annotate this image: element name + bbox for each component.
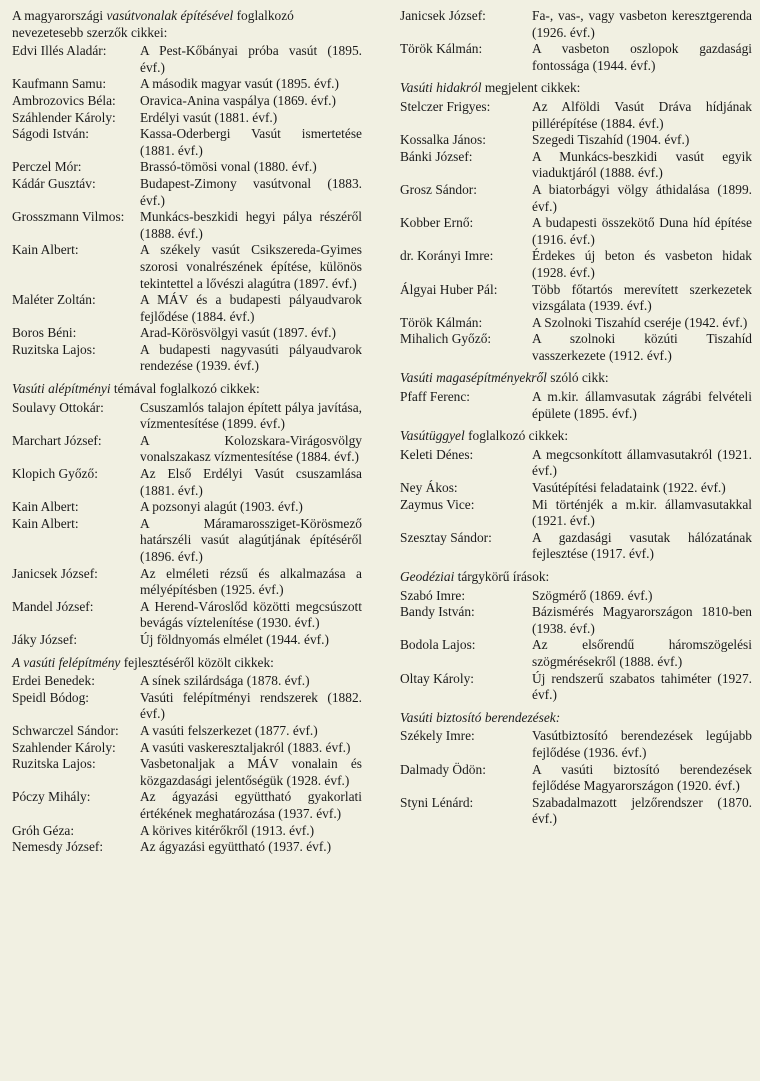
bibliography-entry bbox=[400, 282, 752, 315]
section-heading-topic: Geodéziai bbox=[400, 569, 455, 584]
author-name: Székely Imre: bbox=[400, 728, 475, 744]
author-name: Álgyai Huber Pál: bbox=[400, 281, 498, 297]
section-heading-text: fejlesztéséről közölt cikkek: bbox=[120, 654, 274, 670]
article-title: A budapesti nagyvasúti pályaudvarok rendezése (1939. évf.) bbox=[140, 341, 362, 374]
article-title: A pozsonyi alagút (1903. évf.) bbox=[140, 499, 303, 515]
author-name: Mandel József: bbox=[12, 598, 94, 614]
article-title: A m.kir. államvasutak zágrábi felvételi épülete (1895. évf.) bbox=[532, 389, 752, 421]
bibliography-entry bbox=[12, 342, 362, 375]
article-title: Csuszamlós talajon épített pálya javítása, vízmentesítése (1899. évf.) bbox=[140, 399, 362, 432]
author-name: Gróh Géza: bbox=[12, 822, 75, 838]
section-heading bbox=[400, 569, 752, 586]
bibliography-entry bbox=[12, 209, 362, 242]
article-title: A MÁV és a budapesti pályaudvarok fejlődése (1884. évf.) bbox=[140, 292, 362, 324]
bibliography-entry bbox=[400, 588, 752, 605]
author-name: Grosz Sándor: bbox=[400, 181, 477, 197]
article-title: A második magyar vasút (1895. évf.) bbox=[140, 76, 339, 92]
section-heading-topic: Vasúti biztosító berendezések: bbox=[400, 709, 561, 725]
section-heading-text: témával foglalkozó cikkek: bbox=[110, 381, 260, 397]
bibliography-entry bbox=[400, 8, 752, 41]
article-title: A biatorbágyi völgy áthidalása (1899. évf.) bbox=[532, 181, 752, 214]
author-name: Kain Albert: bbox=[12, 499, 79, 515]
bibliography-entry bbox=[400, 99, 752, 132]
bibliography-entry bbox=[400, 671, 752, 704]
bibliography-entry bbox=[12, 566, 362, 599]
article-title: A Szolnoki Tiszahíd cseréje (1942. évf.) bbox=[532, 314, 748, 330]
author-name: Stelczer Frigyes: bbox=[400, 98, 491, 114]
article-title: Több főtartós merevített szerkezetek vizsgálata (1939. évf.) bbox=[532, 281, 752, 314]
article-title: Arad-Körösvölgyi vasút (1897. évf.) bbox=[140, 325, 336, 341]
author-name: Kobber Ernő: bbox=[400, 215, 474, 231]
article-title: A Munkács-beszkidi vasút egyik viaduktjáról (1888. évf.) bbox=[532, 148, 752, 181]
article-title: Munkács-beszkidi hegyi pálya részéről (1888. évf.) bbox=[140, 209, 362, 241]
article-title: Új földnyomás elmélet (1944. évf.) bbox=[140, 631, 329, 647]
article-title: Brassó-tömösi vonal (1880. évf.) bbox=[140, 159, 317, 175]
bibliography-entry bbox=[400, 497, 752, 530]
author-name: Szabó Imre: bbox=[400, 587, 466, 603]
author-name: Póczy Mihály: bbox=[12, 789, 91, 805]
article-title: A székely vasút Csikszereda-Gyimes szorosi vonalrészének építése, különös tekintettel a lővészi alagútra (1897. évf.) bbox=[140, 242, 362, 291]
author-name: Klopich Győző: bbox=[12, 466, 98, 482]
author-name: Bandy István: bbox=[400, 604, 475, 620]
article-title: Érdekes új beton és vasbeton hidak (1928. évf.) bbox=[532, 248, 752, 280]
author-name: Soulavy Ottokár: bbox=[12, 399, 104, 415]
bibliography-entry bbox=[12, 632, 362, 649]
author-name: Kain Albert: bbox=[12, 242, 79, 258]
bibliography-entry bbox=[12, 93, 362, 110]
bibliography-entry bbox=[12, 599, 362, 632]
article-title: Oravica-Anina vaspálya (1869. évf.) bbox=[140, 92, 336, 108]
left-column bbox=[12, 8, 362, 856]
article-title: A Pest-Kőbányai próba vasút (1895. évf.) bbox=[140, 43, 362, 75]
author-name: Nemesdy József: bbox=[12, 839, 104, 855]
article-title: Szögmérő (1869. évf.) bbox=[532, 587, 653, 603]
bibliography-entry bbox=[400, 132, 752, 149]
right-column bbox=[400, 8, 752, 828]
article-title: A körives kitérőkről (1913. évf.) bbox=[140, 822, 315, 838]
author-name: Száhlender Károly: bbox=[12, 109, 116, 125]
author-name: Speidl Bódog: bbox=[12, 689, 90, 705]
bibliography-entry bbox=[12, 433, 362, 466]
section-heading-topic: Vasúti alépítményi bbox=[12, 381, 111, 397]
bibliography-entry bbox=[400, 480, 752, 497]
author-name: Ruzitska Lajos: bbox=[12, 756, 96, 772]
author-name: Dalmady Ödön: bbox=[400, 761, 486, 777]
bibliography-entry bbox=[12, 789, 362, 822]
section-heading bbox=[12, 655, 362, 672]
author-name: Keleti Dénes: bbox=[400, 446, 474, 462]
author-name: Jáky József: bbox=[12, 631, 78, 647]
article-title: Az ágyazási együttható (1937. évf.) bbox=[140, 839, 332, 855]
section-heading-topic: vasútvonalak építésével bbox=[106, 8, 234, 23]
section-heading bbox=[12, 8, 362, 41]
bibliography-entry bbox=[400, 728, 752, 761]
article-title: A sínek szilárdsága (1878. évf.) bbox=[140, 673, 310, 689]
article-title: Vasútépítési feladataink (1922. évf.) bbox=[532, 480, 726, 496]
bibliography-entry bbox=[12, 325, 362, 342]
author-name: Ságodi István: bbox=[12, 126, 89, 142]
author-name: Ney Ákos: bbox=[400, 480, 458, 496]
article-title: Erdélyi vasút (1881. évf.) bbox=[140, 109, 278, 125]
author-name: Perczel Mór: bbox=[12, 159, 82, 175]
author-name: Kain Albert: bbox=[12, 515, 79, 531]
bibliography-entry bbox=[12, 740, 362, 757]
section-heading-topic: Vasútüggyel bbox=[400, 428, 465, 444]
bibliography-entry bbox=[12, 43, 362, 76]
article-title: A vasúti biztosító berendezések fejlődése Magyarországon (1920. évf.) bbox=[532, 761, 752, 794]
section-heading-text: foglalkozó cikkek: bbox=[464, 428, 569, 444]
section-heading bbox=[400, 370, 752, 387]
author-name: dr. Korányi Imre: bbox=[400, 248, 494, 264]
bibliography-entry bbox=[12, 516, 362, 566]
author-name: Schwarczel Sándor: bbox=[12, 722, 119, 738]
article-title: Az ágyazási együttható gyakorlati értékének meghatározása (1937. évf.) bbox=[140, 789, 362, 821]
author-name: Török Kálmán: bbox=[400, 41, 483, 57]
bibliography-entry bbox=[12, 823, 362, 840]
article-title: A szolnoki közúti Tiszahíd vasszerkezete (1912. évf.) bbox=[532, 331, 752, 363]
author-name: Boros Béni: bbox=[12, 325, 77, 341]
section-heading-topic: Vasúti hidakról bbox=[400, 80, 482, 96]
article-title: Vasúti felépítményi rendszerek (1882. évf.) bbox=[140, 689, 362, 722]
section-heading bbox=[400, 428, 752, 445]
bibliography-entry bbox=[12, 76, 362, 93]
bibliography-entry bbox=[400, 215, 752, 248]
article-title: Fa-, vas-, vagy vasbeton keresztgerenda (1926. évf.) bbox=[532, 8, 752, 40]
bibliography-entry bbox=[400, 795, 752, 828]
author-name: Edvi Illés Aladár: bbox=[12, 43, 107, 59]
section-heading-text: megjelent cikkek: bbox=[481, 80, 581, 96]
article-title: A vasúti felszerkezet (1877. évf.) bbox=[140, 722, 318, 738]
author-name: Marchart József: bbox=[12, 432, 102, 448]
bibliography-entry bbox=[400, 637, 752, 670]
article-title: Mi történjék a m.kir. államvasutakkal (1921. évf.) bbox=[532, 496, 752, 529]
article-title: Szegedi Tiszahíd (1904. évf.) bbox=[532, 132, 690, 148]
bibliography-entry bbox=[12, 499, 362, 516]
bibliography-entry bbox=[12, 690, 362, 723]
article-title: A Herend-Városlőd közötti megcsúszott bevágás víztelenítése (1930. évf.) bbox=[140, 598, 362, 631]
section-heading-topic: Vasúti magasépítményekről bbox=[400, 370, 547, 386]
article-title: Bázismérés Magyarországon 1810-ben (1938. évf.) bbox=[532, 604, 752, 636]
author-name: Kádár Gusztáv: bbox=[12, 175, 96, 191]
section-heading-text: tárgykörű írások: bbox=[454, 569, 550, 584]
article-title: A vasúti vaskeresztaljakról (1883. évf.) bbox=[140, 739, 351, 755]
bibliography-entry bbox=[12, 110, 362, 127]
author-name: Ambrozovics Béla: bbox=[12, 92, 116, 108]
section-heading bbox=[400, 80, 752, 97]
article-title: A budapesti összekötő Duna híd építése (1916. évf.) bbox=[532, 215, 752, 247]
bibliography-entry bbox=[400, 149, 752, 182]
bibliography-entry bbox=[400, 762, 752, 795]
author-name: Kaufmann Samu: bbox=[12, 76, 107, 92]
article-title: Vasbetonaljak a MÁV vonalain és közgazdasági jelentőségük (1928. évf.) bbox=[140, 756, 362, 788]
section-heading-text: foglalkozó nevezetesebb szerzők cikkei: bbox=[12, 8, 294, 40]
article-title: A Kolozskara-Virágosvölgy vonalszakasz vízmentesítése (1884. évf.) bbox=[140, 432, 362, 465]
author-name: Mihalich Győző: bbox=[400, 331, 492, 347]
bibliography-entry bbox=[400, 530, 752, 563]
bibliography-entry bbox=[12, 839, 362, 856]
bibliography-entry bbox=[400, 248, 752, 281]
section-heading bbox=[12, 381, 362, 398]
bibliography-entry bbox=[12, 756, 362, 789]
bibliography-entry bbox=[400, 182, 752, 215]
article-title: Budapest-Zimony vasútvonal (1883. évf.) bbox=[140, 175, 362, 208]
article-title: A vasbeton oszlopok gazdasági fontossága (1944. évf.) bbox=[532, 41, 752, 73]
bibliography-entry bbox=[12, 292, 362, 325]
article-title: A Máramarossziget-Körösmező határszéli vasút alagútjának építéséről (1896. évf.) bbox=[140, 515, 362, 564]
article-title: A megcsonkított államvasutakról (1921. évf.) bbox=[532, 446, 752, 479]
author-name: Szesztay Sándor: bbox=[400, 529, 492, 545]
author-name: Erdei Benedek: bbox=[12, 673, 95, 689]
section-heading-topic: A vasúti felépítmény bbox=[12, 654, 121, 670]
section-heading-text: A magyarországi bbox=[12, 8, 107, 23]
bibliography-entry bbox=[12, 159, 362, 176]
bibliography-entry bbox=[400, 447, 752, 480]
bibliography-entry bbox=[12, 400, 362, 433]
article-title: Új rendszerű szabatos tahiméter (1927. évf.) bbox=[532, 670, 752, 703]
author-name: Pfaff Ferenc: bbox=[400, 389, 471, 405]
article-title: Az elméleti rézsű és alkalmazása a mélyépítésben (1925. évf.) bbox=[140, 565, 362, 598]
bibliography-entry bbox=[400, 389, 752, 422]
article-title: Az Alföldi Vasút Dráva hídjának pillérépítése (1884. évf.) bbox=[532, 98, 752, 131]
author-name: Janicsek József: bbox=[400, 8, 486, 23]
bibliography-entry bbox=[12, 723, 362, 740]
author-name: Bodola Lajos: bbox=[400, 637, 476, 653]
article-title: Az elsőrendű háromszögelési szögmérésekről (1888. évf.) bbox=[532, 637, 752, 669]
bibliography-entry bbox=[12, 126, 362, 159]
article-title: Kassa-Oderbergi Vasút ismertetése (1881. évf.) bbox=[140, 126, 362, 158]
bibliography-entry bbox=[12, 673, 362, 690]
bibliography-entry bbox=[12, 466, 362, 499]
author-name: Grosszmann Vilmos: bbox=[12, 209, 125, 225]
author-name: Ruzitska Lajos: bbox=[12, 341, 96, 357]
bibliography-entry bbox=[12, 242, 362, 292]
author-name: Török Kálmán: bbox=[400, 314, 483, 330]
bibliography-entry bbox=[400, 41, 752, 74]
author-name: Janicsek József: bbox=[12, 565, 98, 581]
author-name: Kossalka János: bbox=[400, 132, 486, 148]
author-name: Zaymus Vice: bbox=[400, 496, 475, 512]
article-title: Vasútbiztosító berendezések legújabb fejlődése (1936. évf.) bbox=[532, 728, 752, 760]
article-title: Az Első Erdélyi Vasút csuszamlása (1881. évf.) bbox=[140, 466, 362, 498]
author-name: Bánki József: bbox=[400, 148, 473, 164]
section-heading-text: szóló cikk: bbox=[546, 370, 609, 386]
article-title: A gazdasági vasutak hálózatának fejlesztése (1917. évf.) bbox=[532, 529, 752, 562]
author-name: Maléter Zoltán: bbox=[12, 292, 96, 308]
bibliography-entry bbox=[400, 604, 752, 637]
section-heading bbox=[400, 710, 752, 727]
bibliography-entry bbox=[400, 331, 752, 364]
bibliography-entry bbox=[12, 176, 362, 209]
author-name: Styni Lénárd: bbox=[400, 794, 474, 810]
bibliography-entry bbox=[400, 315, 752, 332]
article-title: Szabadalmazott jelzőrendszer (1870. évf.) bbox=[532, 794, 752, 827]
author-name: Szahlender Károly: bbox=[12, 739, 116, 755]
author-name: Oltay Károly: bbox=[400, 670, 475, 686]
